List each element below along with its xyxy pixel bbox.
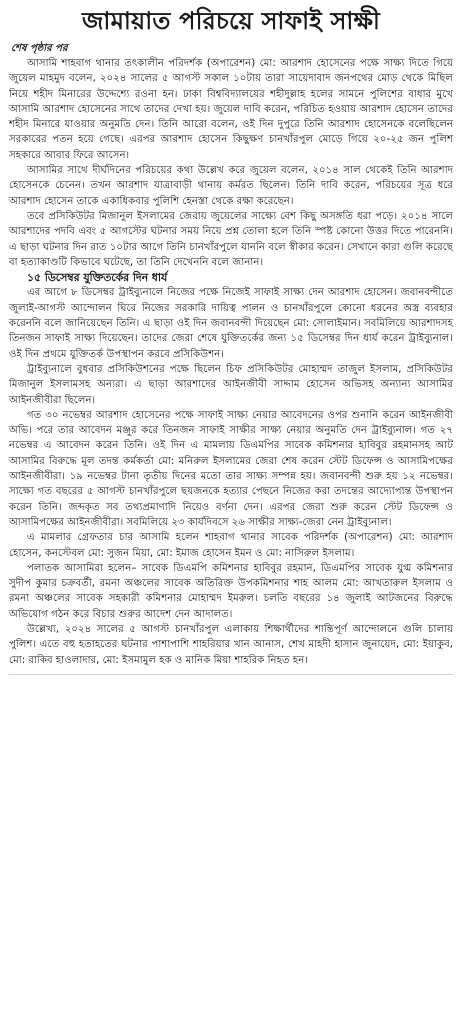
paragraph: পলাতক আসামিরা হলেন– সাবেক ডিএমপি কমিশনার হাবিবুর রহমান, ডিএমপির সাবেক যুগ্ম কমিশনার সুদীপ কুমার চক্রবর্তী, রমনা অঞ্চলের সাবেক অতিরিক্ত উপকমিশনার শাহ আলম মো: আখতারুল ইসলাম ও রমনা অঞ্চলের সাবেক সহকারী কমিশনার মোহাম্মদ ইমরুল। চলতি বছরের ১৪ জুলাই আটজনের বিরুদ্ধে অভিযোগ গঠন করে বিচার শুরুর আদেশ দেন আদালত। (9, 562, 453, 620)
article-body (9, 56, 453, 668)
headline: জামায়াত পরিচয়ে সাফাই সাক্ষী (81, 7, 381, 35)
paragraph: আসামি শাহবাগ থানার তৎকালীন পরিদর্শক (অপারেশন) মো: আরশাদ হোসেনের পক্ষে সাক্ষ্য দিতে গিয়ে জুয়েল মাহমুদ বলেন, ২০২৪ সালের ৫ আগস্ট সকাল ১০টায় তারা সায়েদাবাদ জনপথের মোড় থেকে মিছিল নিয়ে শহীদ মিনারের উদ্দেশ্যে রওনা হন। ঢাকা বিশ্ববিদ্যালয়ের শহীদুল্লাহ হলের সামনে পুলিশের বাধার মুখে আসামি আরশাদ হোসেনের সাথে তাদের দেখা হয়। জুয়েল দাবি করেন, পরিচিত হওয়ায় আরশাদ হোসেন তাদের শহীদ মিনারে যাওয়ার অনুমতি দেন। তিনি আরো বলেন, ওই দিন দুপুরে তিনি আরশাদ হোসেনকে বলেছিলেন সরকারের পতন হয়ে গেছে। এরপর আরশাদ হোসেন কিছুক্ষণ চানখাঁরপুল মোড়ে গিয়ে ২০-২৫ জন পুলিশ সহকারে আবার ফিরে আসেন। (9, 58, 453, 161)
paragraph: এর আগে ৮ ডিসেম্বর ট্রাইব্যুনালে নিজের পক্ষে নিজেই সাফাই সাক্ষ্য দেন আরশাদ হোসেন। জবানবন্দীতে জুলাই-আগস্ট আন্দোলন ঘিরে নিজের সরকারি দায়িত্ব পালন ও চানখাঁরপুলে কোনো ধরনের অস্ত্র ব্যবহার করেননি বলে জানিয়েছেন তিনি। এ ছাড়া ওই দিন জবানবন্দী দিয়েছেন মো: সোলাইমান। সবমিলিয়ে আরশাদসহ তিনজন সাফাই সাক্ষ্য দিয়েছেন। তাদের জেরা শেষে যুক্তিতর্কের জন্য ১৫ ডিসেম্বর দিন ধার্য করেন ট্রাইব্যুনাল। ওই দিন প্রথমে যুক্তিতর্ক উপস্থাপন করবে প্রসিকিউশন। (9, 287, 453, 360)
paragraph: উল্লেখ্য, ২০২৪ সালের ৫ আগস্ট চানখাঁরপুল এলাকায় শিক্ষার্থীদের শান্তিপূর্ণ আন্দোলনে গুলি চালায় পুলিশ। এতে বহু হতাহতের ঘটনার পাশাপাশি শাহরিয়ার খান আনাস, শেখ মাহদী হাসান জুনায়েদ, মো: ইয়াকুব, মো: রাকিব হাওলাদার, মো: ইসমামুল হক ও মানিক মিয়া শাহরিক নিহত হন। (9, 623, 453, 666)
paragraph: ট্রাইব্যুনালে বুধবার প্রসিকিউশনের পক্ষে ছিলেন চিফ প্রসিকিউটর মোহাম্মদ তাজুল ইসলাম, প্রসিকিউটর মিজানুল ইসলামসহ অন্যরা। এ ছাড়া আরশাদের আইনজীবী সাদ্দাম হোসেন অভিসহ অন্যান্য আসামির আইনজীবীরা ছিলেন। (9, 363, 453, 406)
paragraph: এ মামলার গ্রেফতার চার আসামি হলেন শাহবাগ থানার সাবেক পরিদর্শক (অপারেশন) মো: আরশাদ হোসেন, কনস্টেবল মো: সুজন মিয়া, মো: ইমাজ হোসেন ইমন ও মো: নাসিরুল ইসলাম। (9, 532, 453, 559)
bottom-divider (9, 674, 453, 675)
subheading: ১৫ ডিসেম্বর যুক্তিতর্কের দিন ধার্য (27, 271, 168, 285)
paragraph: আসামির সাথে দীর্ঘদিনের পরিচয়ের কথা উল্লেখ করে জুয়েল বলেন, ২০১৪ সাল থেকেই তিনি আরশাদ হোসেনকে চেনেন। তখন আরশাদ যাত্রাবাড়ী থানায় কর্মরত ছিলেন। তিনি দাবি করেন, পরিচয়ের সূত্র ধরে আরশাদ হোসেন তাকে একাধিকবার পুলিশি হেনস্তা থেকে রক্ষা করেছেন। (9, 165, 453, 207)
paragraph: গত ৩০ নভেম্বর আরশাদ হোসেনের পক্ষে সাফাই সাক্ষ্য নেয়ার আবেদনের ওপর শুনানি করেন আইনজীবী অভি। পরে তার আবেদন মঞ্জুর করে তিনজন সাফাই সাক্ষীর সাক্ষ্য নেয়ার অনুমতি দেন ট্রাইব্যুনাল। গত ২৭ নভেম্বর এ আবেদন করেন তিনি। ওই দিন এ মামলায় ডিএমপির সাবেক কমিশনার হাবিবুর রহমানসহ আট আসামির বিরুদ্ধে মূল তদন্ত কর্মকর্তা মো: মনিরুল ইসলামের জেরা শেষ করেন স্টেট ডিফেন্স ও আসামিপক্ষের আইনজীবীরা। ১৯ নভেম্বর টানা তৃতীয় দিনের মতো তার সাক্ষ্য সম্পন্ন হয়। জবানবন্দী শুরু হয় ১২ নভেম্বর। সাক্ষ্যে গত বছরের ৫ আগস্ট চানখাঁরপুলে ছয়জনকে হত্যার পেছনে নিজের করা তদন্তের আদ্যোপান্ত উপস্থাপন করেন তিনি। জব্দকৃত সব তথ্যপ্রমাণাদি নিয়েও বর্ণনা দেন। এরপর জেরা শুরু করেন স্টেট ডিফেন্স ও আসামিপক্ষের আইনজীবীরা। সবমিলিয়ে ২৩ কার্যদিবসে ২৬ সাক্ষীর সাক্ষ্য-জেরা নেন ট্রাইব্যুনাল। (9, 409, 453, 528)
continuation-label: শেষ পৃষ্ঠার পর (11, 43, 68, 54)
paragraph: তবে প্রসিকিউটর মিজানুল ইসলামের জেরায় জুয়েলের সাক্ষ্যে বেশ কিছু অসঙ্গতি ধরা পড়ে। ২০১৪ সালে আরশাদের পদবি এবং ৫ আগস্টের ঘটনার সময় নিয়ে প্রশ্ন তোলা হলে তিনি স্পষ্ট কোনো উত্তর দিতে পারেননি। এ ছাড়া ঘটনার দিন রাত ১০টার আগে তিনি চানখাঁরপুলে যাননি বলে স্বীকার করেন। সেখানে কারা গুলি করেছে বা হত্যাকাণ্ডটি কিভাবে ঘটেছে, তা তিনি দেখেননি বলে জানান। (9, 210, 453, 268)
